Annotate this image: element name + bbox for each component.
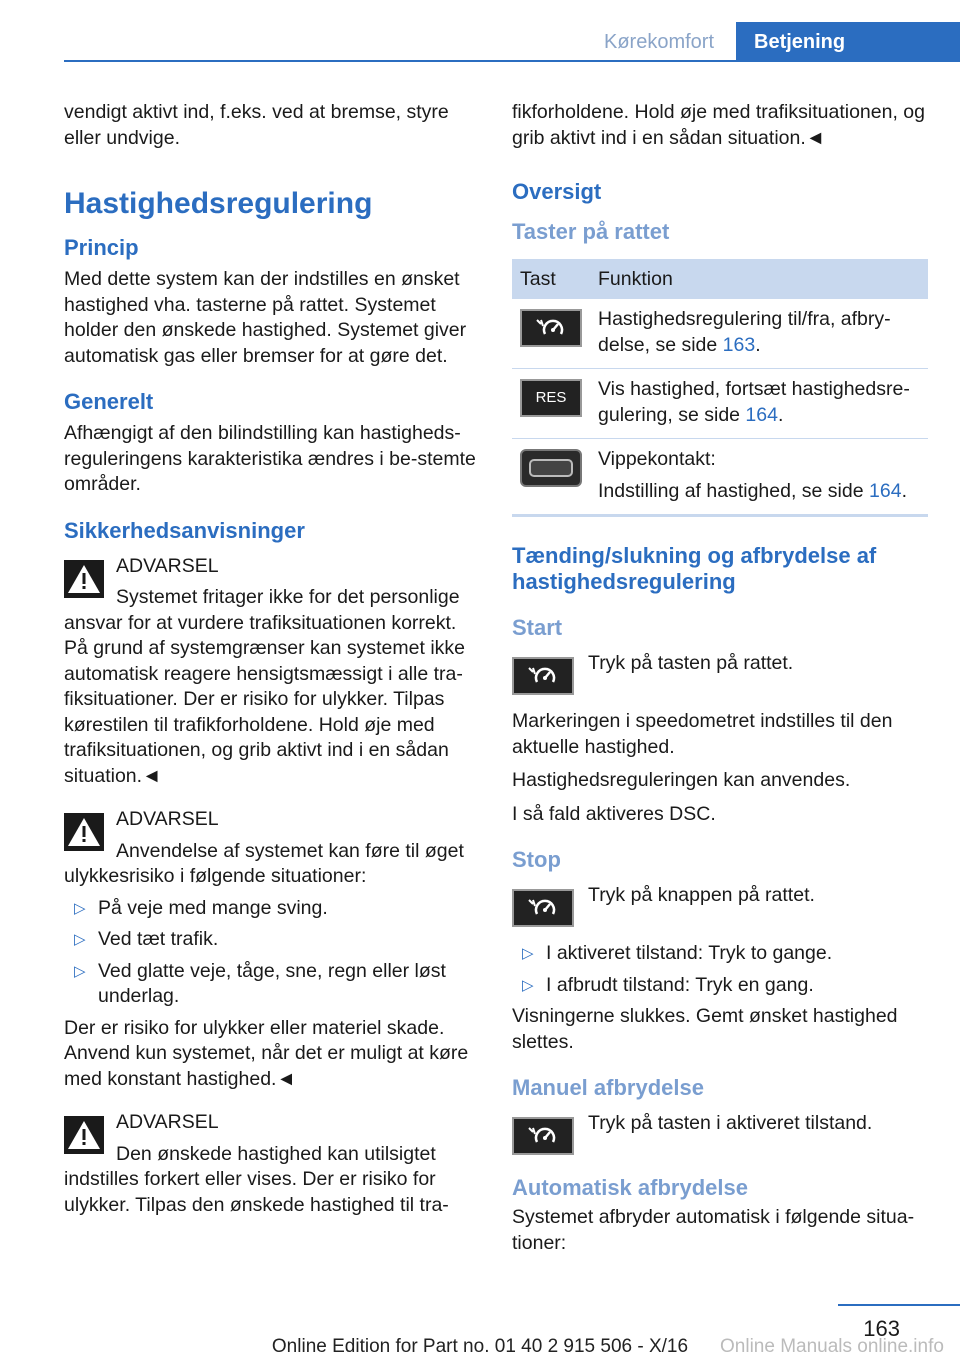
heading-start: Start xyxy=(512,615,563,640)
stop-list xyxy=(512,941,928,998)
list-item-text: I aktiveret tilstand: Tryk to gange. xyxy=(546,942,833,964)
warning-block-3 xyxy=(64,1110,478,1218)
left-column xyxy=(64,100,478,1218)
cruise-control-icon xyxy=(520,309,582,347)
start-paragraph-3: I så fald aktiveres DSC. xyxy=(512,802,716,825)
warning-block-1 xyxy=(64,554,478,790)
footer-edition: Online Edition for Part no. 01 40 2 915 506 - X/16 xyxy=(271,1336,689,1357)
table-row xyxy=(512,369,928,439)
auto-paragraph: Systemet afbryder automatisk i følgende situa-tioner: xyxy=(512,1206,915,1254)
warning-triangle-icon xyxy=(64,1116,104,1154)
triangle-bullet-icon: ▷ xyxy=(74,962,86,980)
res-button-icon: RES xyxy=(520,379,582,417)
list-item-text: Ved tæt trafik. xyxy=(98,928,219,950)
stop-paragraph: Visningerne slukkes. Gemt ønsket hastighed slettes. xyxy=(512,1005,898,1053)
page-number-rule xyxy=(838,1304,960,1306)
manuel-step xyxy=(512,1111,928,1155)
list-item xyxy=(512,973,928,999)
cruise-control-icon xyxy=(512,889,574,927)
section-tab-betjening[interactable]: Betjening xyxy=(736,22,960,62)
header-divider xyxy=(64,60,960,62)
start-step xyxy=(512,651,928,695)
page-title: Hastighedsregulering xyxy=(64,187,373,220)
function-cell: Hastighedsregulering til/fra, afbry-delse, se side 163. xyxy=(590,299,928,369)
table-header-row xyxy=(512,259,928,299)
warning-title: ADVARSEL xyxy=(116,808,219,830)
start-paragraph-2: Hastighedsreguleringen kan anvendes. xyxy=(512,769,851,791)
rocker-switch-icon xyxy=(520,449,582,487)
warning-title: ADVARSEL xyxy=(116,554,219,577)
heading-manuel: Manuel afbrydelse xyxy=(512,1075,704,1100)
column-header-tast: Tast xyxy=(512,259,590,299)
warning-text: Den ønskede hastighed kan utilsigtet indstilles forkert eller vises. Der er risiko for ulykker. Tilpas den ønskede hastighed til tra- xyxy=(64,1142,449,1216)
warning-text: Anvendelse af systemet kan føre til øget ulykkesrisiko i følgende situationer: xyxy=(64,839,464,887)
watermark: Online Manuals online.info xyxy=(720,1336,944,1357)
section-tab-korekomfort[interactable]: Kørekomfort xyxy=(603,31,715,53)
warning-title: ADVARSEL xyxy=(116,1111,219,1133)
heading-generelt: Generelt xyxy=(64,389,154,414)
step-text: Tryk på tasten på rattet. xyxy=(588,652,794,674)
column-header-funktion: Funktion xyxy=(590,259,928,299)
heading-oversigt: Oversigt xyxy=(512,179,602,204)
heading-taster: Taster på rattet xyxy=(512,219,670,244)
triangle-bullet-icon: ▷ xyxy=(522,945,534,962)
triangle-bullet-icon: ▷ xyxy=(522,976,534,994)
key-cell xyxy=(512,439,590,516)
intro-paragraph: vendigt aktivt ind, f.eks. ved at bremse, styre eller undvige. xyxy=(64,101,449,149)
table-row xyxy=(512,299,928,369)
steering-wheel-keys-table xyxy=(512,259,928,517)
function-cell: Vis hastighed, fortsæt hastighedsre-gulering, se side 164. xyxy=(590,369,928,439)
start-paragraph-1: Markeringen i speedometret indstilles til den aktuelle hastighed. xyxy=(512,710,893,758)
page-number: 163 xyxy=(863,1316,900,1341)
page-link[interactable]: 164 xyxy=(745,403,778,426)
heading-taending: Tænding/slukning og afbrydelse af hastighedsregulering xyxy=(512,543,877,594)
page-header xyxy=(0,0,960,62)
heading-stop: Stop xyxy=(512,847,561,872)
intro-paragraph: fikforholdene. Hold øje med trafiksituationen, og grib aktivt ind i en sådan situation.◄ xyxy=(512,101,925,149)
heading-princip: Princip xyxy=(64,235,139,260)
warning-triangle-icon xyxy=(64,813,104,851)
warning-text: Systemet fritager ikke for det personlige ansvar for at vurdere trafiksituationen korrekt. På grund af systemgrænser kan systemet ikke automatisk reagere hensigtsmæssigt i alle tra-fiksituationer. Der er risiko for ulykker. Tilpas kørestilen til trafikforholdene. Hold øje med trafiksituationen, og grib aktivt ind i en sådan situation.◄ xyxy=(64,586,465,787)
page-link[interactable]: 163 xyxy=(722,333,756,356)
cruise-control-icon xyxy=(512,657,574,695)
warning-block-2 xyxy=(64,807,478,890)
key-cell xyxy=(512,369,590,439)
list-item xyxy=(512,941,928,967)
princip-paragraph: Med dette system kan der indstilles en ønsket hastighed vha. tasterne på rattet. Systemet holder den ønskede hastighed. Systemet giver automatisk gas eller bremser for at gøre det. xyxy=(64,268,467,367)
generelt-paragraph: Afhængigt af den bilindstilling kan hastigheds-reguleringens karakteristika ændres i be-stemte områder. xyxy=(64,422,476,495)
risk-situation-list xyxy=(64,896,478,1010)
list-item-text: I afbrudt tilstand: Tryk en gang. xyxy=(546,973,814,996)
cruise-control-icon xyxy=(512,1117,574,1155)
list-item-text: På veje med mange sving. xyxy=(98,896,328,919)
right-column xyxy=(512,100,928,1264)
function-label: Vippekontakt: xyxy=(598,448,716,470)
heading-automatisk: Automatisk afbrydelse xyxy=(512,1175,748,1200)
warning-triangle-icon xyxy=(64,560,104,598)
stop-step xyxy=(512,883,928,927)
list-item xyxy=(64,959,478,1010)
table-row xyxy=(512,439,928,516)
list-item xyxy=(64,896,478,922)
heading-sikkerhed: Sikkerhedsanvisninger xyxy=(64,517,305,543)
list-item xyxy=(64,927,478,953)
triangle-bullet-icon: ▷ xyxy=(74,931,86,948)
step-text: Tryk på knappen på rattet. xyxy=(588,884,815,906)
list-item-text: Ved glatte veje, tåge, sne, regn eller løst underlag. xyxy=(98,959,446,1007)
warning-2-conclusion: Der er risiko for ulykker eller materiel skade. Anvend kun systemet, når det er muligt at køre med konstant hastighed.◄ xyxy=(64,1016,469,1090)
triangle-bullet-icon: ▷ xyxy=(74,899,86,917)
function-cell: Vippekontakt: Indstilling af hastighed, se side 164. xyxy=(590,439,928,516)
page-link[interactable]: 164 xyxy=(869,479,902,502)
key-cell xyxy=(512,299,590,369)
step-text: Tryk på tasten i aktiveret tilstand. xyxy=(588,1112,873,1134)
